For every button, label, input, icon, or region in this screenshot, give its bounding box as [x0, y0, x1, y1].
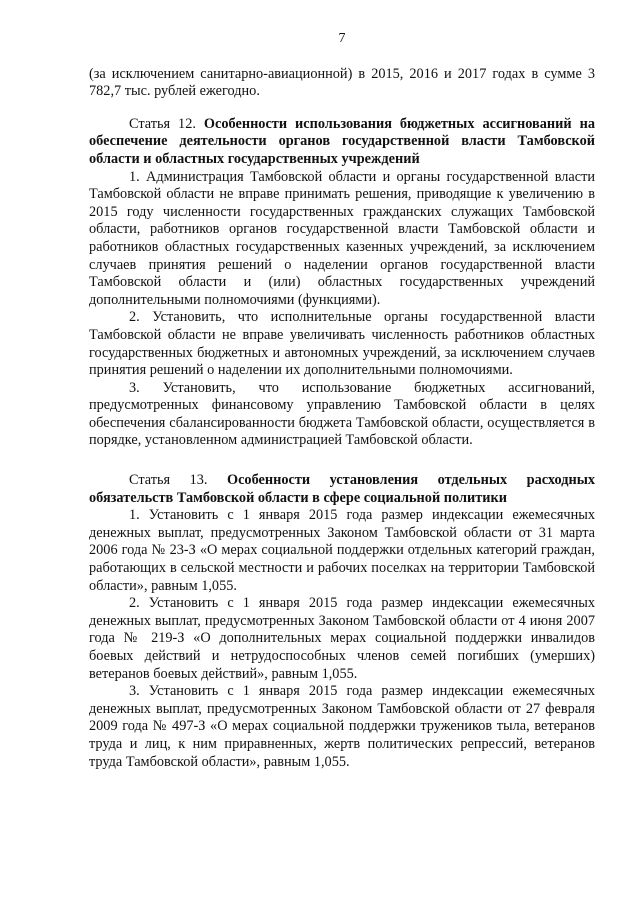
article-13-prefix: Статья 13.: [129, 472, 227, 489]
intro-paragraph: (за исключением санитарно-авиационной) в 2015, 2016 и 2017 годах в сумме 3 782,7 тыс. рублей ежегодно.: [89, 65, 595, 100]
article-13-paragraph-3: 3. Установить с 1 января 2015 года размер индексации ежемесячных денежных выплат, предусмотренных Законом Тамбовской области от 27 февраля 2009 года № 497-З «О мерах социальной поддержки тружеников тыла, ветеранов труда и лиц, к ним приравненных, жертв политических репрессий, ветеранов труда Тамбовской области», равным 1,055.: [89, 683, 595, 770]
page-number: 7: [338, 31, 346, 46]
document-page: [89, 30, 595, 771]
article-12-paragraph-1: 1. Администрация Тамбовской области и органы государственной власти Тамбовской области не вправе принимать решения, приводящие к увеличению в 2015 году численности государственных гражданских служащих Тамбовской области, работников органов государственной власти Тамбовской области и работников областных государственных казенных учреждений, за исключением случаев принятия решений о наделении органов государственной власти Тамбовской области и (или) областных государственных учреждений дополнительными полномочиями (функциями).: [89, 168, 595, 308]
article-12-paragraph-3: 3. Установить, что использование бюджетных ассигнований, предусмотренных финансовому управлению Тамбовской области в целях обеспечения сбалансированности бюджета Тамбовской области, осуществляется в порядке, установленном администрацией Тамбовской области.: [89, 379, 595, 449]
article-12-paragraph-2: 2. Установить, что исполнительные органы государственной власти Тамбовской области не вправе увеличивать численность работников областных государственных бюджетных и автономных учреждений, за исключением случаев принятия решений о наделении их дополнительными полномочиями.: [89, 309, 595, 379]
article-13-paragraph-1: 1. Установить с 1 января 2015 года размер индексации ежемесячных денежных выплат, предусмотренных Законом Тамбовской области от 31 марта 2006 года № 23-З «О мерах социальной поддержки отдельных категорий граждан, работающих в сельской местности и рабочих поселках на территории Тамбовской области», равным 1,055.: [89, 507, 595, 594]
spacer: [89, 101, 595, 116]
article-12-title: Особенности использования бюджетных ассигнований на обеспечение деятельности органов государственной власти Тамбовской области и областных государственных учреждений: [89, 115, 595, 167]
article-13-heading: [89, 472, 595, 507]
spacer: [89, 450, 595, 472]
article-12-prefix: Статья 12.: [129, 115, 204, 132]
article-12-heading: [89, 116, 595, 169]
article-13-paragraph-2: 2. Установить с 1 января 2015 года размер индексации ежемесячных денежных выплат, предусмотренных Законом Тамбовской области от 4 июня 2007 года № 219-З «О дополнительных мерах социальной поддержки инвалидов боевых действий и нетрудоспособных членов семей погибших (умерших) ветеранов боевых действий», равным 1,055.: [89, 595, 595, 682]
article-13-title: Особенности установления отдельных расходных обязательств Тамбовской области в сфере социальной политики: [89, 472, 595, 506]
